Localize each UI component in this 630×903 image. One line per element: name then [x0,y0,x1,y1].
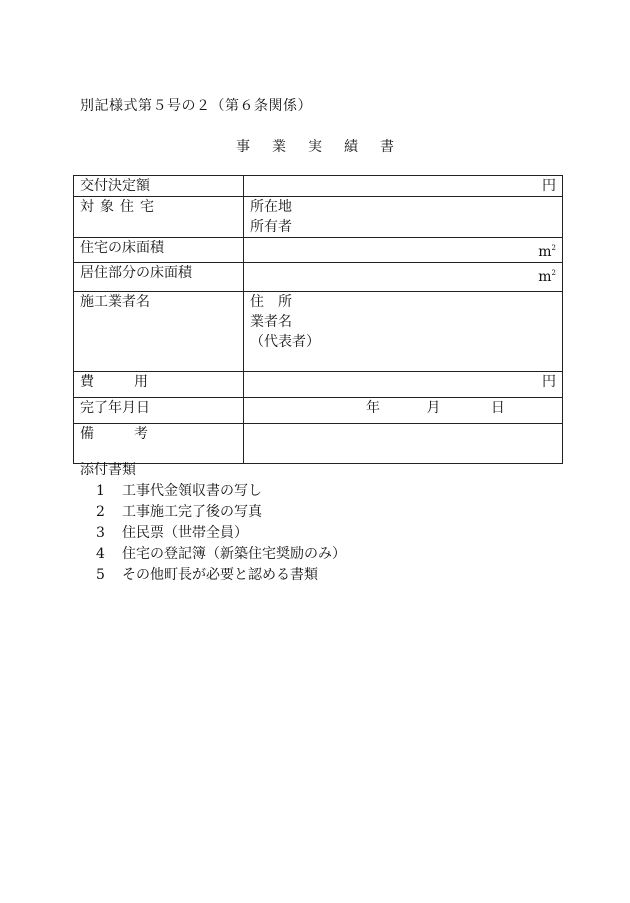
label-floor-area: 住宅の床面積 [74,238,244,263]
form-reference: 別記様式第５号の２（第６条関係） [80,98,312,114]
list-item: 1 工事代金領収書の写し [96,483,262,499]
unit-square-meter: $m^2$ [538,244,556,260]
sub-location: 所在地 [250,199,292,215]
attachments-list [80,481,346,586]
row-remarks [74,424,563,464]
unit-yen: 円 [542,178,556,194]
label-cost: 費用 [74,372,244,398]
sub-representative: （代表者） [250,334,320,350]
label-contractor: 施工業者名 [74,292,244,372]
field-floor-area[interactable] [244,238,563,263]
list-item: 2 工事施工完了後の写真 [96,504,262,520]
attachments-section [80,460,346,586]
label-remarks: 備考 [74,424,244,464]
sub-owner: 所有者 [250,219,292,235]
row-contractor [74,292,563,372]
row-floor-area [74,238,563,263]
sub-address: 住 所 [250,294,292,310]
field-cost[interactable] [244,372,563,398]
row-target-house [74,197,563,238]
field-completion-date[interactable] [244,398,563,424]
date-year: 年 [366,400,380,416]
date-month: 月 [426,400,441,416]
label-completion-date: 完了年月日 [74,398,244,424]
row-cost [74,372,563,398]
row-grant-amount [74,176,563,197]
list-item: 4 住宅の登記簿（新築住宅奨励のみ） [96,546,346,562]
label-living-area: 居住部分の床面積 [74,263,244,292]
field-living-area[interactable] [244,263,563,292]
sub-company-name: 業者名 [250,314,292,330]
field-contractor[interactable] [244,292,563,372]
row-living-area [74,263,563,292]
attachments-heading: 添付書類 [80,462,136,478]
label-grant-amount: 交付決定額 [74,176,244,197]
row-completion-date [74,398,563,424]
unit-yen: 円 [542,374,556,390]
field-grant-amount[interactable] [244,176,563,197]
date-day: 日 [490,400,505,416]
field-remarks[interactable] [244,424,563,464]
unit-square-meter: $m^2$ [538,269,556,285]
report-form-table [73,175,563,464]
list-item: 3 住民票（世帯全員） [96,525,248,541]
document-title: 事業実績書 [236,139,416,155]
label-target-house: 対象住宅 [74,197,244,238]
list-item: 5 その他町長が必要と認める書類 [96,567,318,583]
field-target-house[interactable] [244,197,563,238]
